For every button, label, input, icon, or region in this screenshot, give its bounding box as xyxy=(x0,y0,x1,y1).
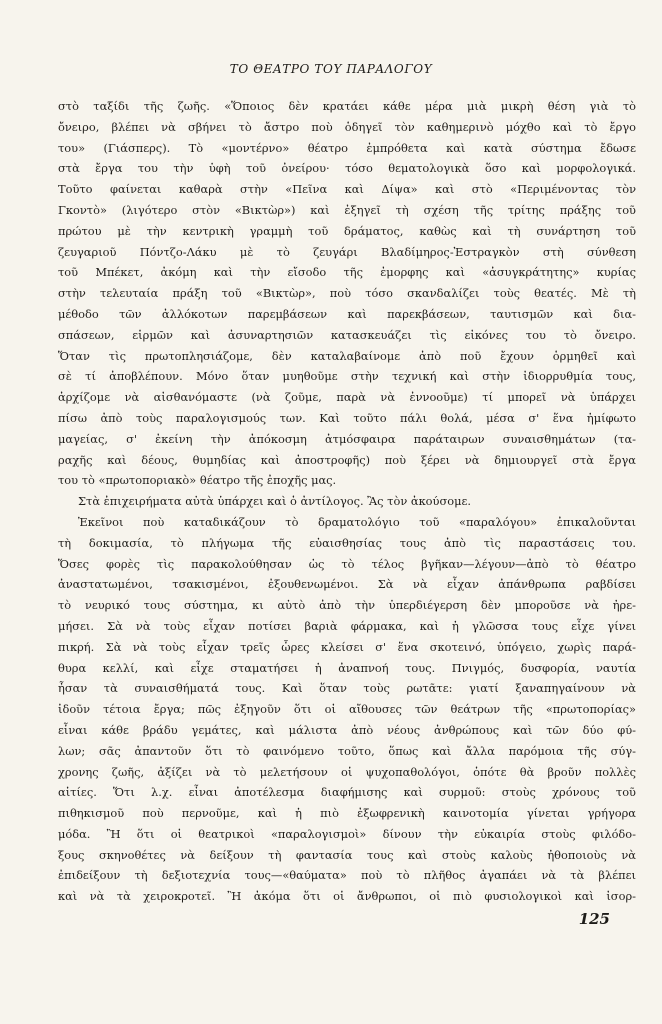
text-line: αἰτίες. Ὅτι λ.χ. εἶναι ἀποτέλεσμα διαφήμισης καὶ συρμοῦ: στοὺς χρόνους τοῦ xyxy=(58,785,636,800)
running-header: ΤΟ ΘΕΑΤΡΟ ΤΟΥ ΠΑΡΑΛΟΓΟΥ xyxy=(229,62,433,76)
text-line: στὸ ταξίδι τῆς ζωῆς. «Ὅποιος δὲν κρατάει κάθε μέρα μιὰ μικρὴ θέση γιὰ τὸ xyxy=(58,99,636,113)
text-line: Στὰ ἐπιχειρήματα αὐτὰ ὑπάρχει καὶ ὁ ἀντίλογος. Ἂς τὸν ἀκούσομε. xyxy=(78,494,472,509)
text-line: στὴν τελευταία πράξη τοῦ «Βικτὼρ», ποὺ τόσο σκανδαλίζει τοὺς θεατές. Μὲ τὴ xyxy=(58,286,636,301)
text-line: λων; σᾶς ἀπαντοῦν ὅτι τὸ φαινόμενο τοῦτο, ὅπως καὶ ἄλλα παρόμοια τῆς σύγ- xyxy=(58,743,636,758)
body-text xyxy=(58,96,636,907)
text-line: μέθοδο τῶν ἀλλόκοτων παρεμβάσεων καὶ παρεκβάσεων, ταυτισμῶν καὶ δια- xyxy=(58,306,636,321)
text-line: πιθηκισμοῦ ποὺ περνοῦμε, καὶ ἡ πιὸ ἐξωφρενικὴ καινοτομία γίνεται γρήγορα xyxy=(58,806,636,821)
text-line: μόδα. Ἢ ὅτι οἱ θεατρικοὶ «παραλογισμοὶ» δίνουν τὴν εὐκαιρία στοὺς φιλόδο- xyxy=(58,826,636,841)
text-line: μήσει. Σὰ νὰ τοὺς εἶχαν ποτίσει βαριὰ φάρμακα, καὶ ἡ γλῶσσα τους εἶχε γίνει xyxy=(58,618,636,633)
text-line: πίσω ἀπὸ τοὺς παραλογισμούς των. Καὶ τοῦτο πάλι θολά, μέσα σ' ἕνα ἡμίφωτο xyxy=(58,410,636,425)
text-line: Τοῦτο φαίνεται καθαρὰ στὴν «Πεῖνα καὶ Δίψα» καὶ στὸ «Περιμένοντας τὸν xyxy=(58,182,636,197)
text-line: σὲ τί ἀποβλέπουν. Μόνο ὅταν μυηθοῦμε στὴν τεχνική καὶ στὴν ἰδιορρυθμία τους, xyxy=(58,369,636,384)
text-line: εἶναι κάθε βράδυ γεμάτες, καὶ μάλιστα ἀπὸ νέους ἀνθρώπους καὶ τῶν δύο φύ- xyxy=(58,722,636,737)
text-line: στὰ ἔργα του τὴν ὑφὴ τοῦ ὀνείρου· τόσο θεματολογικὰ ὅσο καὶ μορφολογικά. xyxy=(58,161,636,176)
text-line: πρώτου μὲ τὴν κεντρικὴ γραμμὴ τοῦ δράματος, καθὼς καὶ τὴ συνάρτηση τοῦ xyxy=(58,223,636,238)
text-line: Ὅσες φορὲς τὶς παρακολούθησαν ὡς τὸ τέλος βγῆκαν—λέγουν—ἀπὸ τὸ θέατρο xyxy=(58,556,636,571)
text-line: Ὅταν τὶς πρωτοπλησιάζομε, δὲν καταλαβαίνομε ἀπὸ ποῦ ἔχουν ὁρμηθεῖ καὶ xyxy=(58,348,636,363)
text-line: ξους σκηνοθέτες νὰ δείξουν τὴ φαντασία τους καὶ στοὺς καλοὺς ἠθοποιοὺς νὰ xyxy=(58,847,636,862)
text-line: τὸ νευρικό τους σύστημα, κι αὐτὸ ἀπὸ τὴν ὑπερδιέγερση δὲν μποροῦσε νὰ ἠρε- xyxy=(58,598,636,613)
text-line: καὶ νὰ τὰ χειροκροτεῖ. Ἢ ἀκόμα ὅτι οἱ ἄνθρωποι, οἱ πιὸ φυσιολογικοὶ καὶ ἰσορ- xyxy=(58,889,636,904)
text-line: τὴ δοκιμασία, τὸ πλήγωμα τῆς εὐαισθησίας τους ἀπὸ τὶς παραστάσεις του. xyxy=(58,535,636,550)
text-line: του τὸ «πρωτοποριακὸ» θέατρο τῆς ἐποχῆς μας. xyxy=(58,473,337,488)
text-line: ἰδοῦν τέτοια ἔργα; πῶς ἐξηγοῦν ὅτι οἱ αἴθουσες τῶν θεάτρων τῆς «πρωτοπορίας» xyxy=(58,702,636,717)
text-line: ἀναστατωμένοι, τσακισμένοι, ἐξουθενωμένοι. Σὰ νὰ εἶχαν ἀπάνθρωπα ραβδίσει xyxy=(58,577,636,592)
text-line: ἐπιδείξουν τὴ δεξιοτεχνία τους—«θαύματα» ποὺ τὸ πλῆθος ἀγαπάει νὰ τὰ βλέπει xyxy=(58,868,636,883)
text-line: ἀρχίζομε νὰ αἰσθανόμαστε (νὰ ζοῦμε, παρὰ νὰ ἐννοοῦμε) τί μπορεῖ νὰ ὑπάρχει xyxy=(58,390,636,405)
text-line: ἦσαν τὰ συναισθήματά τους. Καὶ ὅταν τοὺς ρωτᾶτε: γιατί ξαναπηγαίνουν νὰ xyxy=(58,681,636,696)
text-line: μαγείας, σ' ἐκείνη τὴν ἀπόκοσμη ἀτμόσφαιρα παράταιρων συναισθημάτων (τα- xyxy=(58,431,636,446)
text-line: του» (Γιάσπερς). Τὸ «μοντέρνο» θέατρο ἐμπρόθετα καὶ κατὰ σύστημα ἔδωσε xyxy=(58,140,636,155)
text-line: ζευγαριοῦ Πόντζο-Λάκυ μὲ τὸ ζευγάρι Βλαδίμηρος-Ἐστραγκὸν στὴ σύνθεση xyxy=(58,244,636,259)
text-line: ὄνειρο, βλέπει νὰ σβήνει τὸ ἄστρο ποὺ ὁδηγεῖ τὸν καθημερινὸ μόχθο καὶ τὸ ἔργο xyxy=(58,119,636,134)
page-number: 125 xyxy=(578,910,610,928)
text-line: χρονης ζωῆς, ἀξίζει νὰ τὸ μελετήσουν οἱ ψυχοπαθολόγοι, ὁπότε θὰ βροῦν πολλὲς xyxy=(58,764,636,779)
text-line: τοῦ Μπέκετ, ἀκόμη καὶ τὴν εἴσοδο τῆς ἐμορφης καὶ «ἀσυγκράτητης» κυρίας xyxy=(58,265,636,280)
text-line: Ἐκεῖνοι ποὺ καταδικάζουν τὸ δραματολόγιο τοῦ «παραλόγου» ἐπικαλοῦνται xyxy=(78,514,636,529)
text-line: Γκοντὸ» (λιγότερο στὸν «Βικτὼρ») καὶ ἐξηγεῖ τὴ σχέση τῆς τρίτης πράξης τοῦ xyxy=(58,202,636,217)
text-line: θυρα κελλί, καὶ εἶχε σταματήσει ἡ ἀναπνοή τους. Πνιγμός, δυσφορία, ναυτία xyxy=(58,660,636,675)
text-line: ραχῆς καὶ δέους, θυμηδίας καὶ ἀποστροφῆς) ποὺ ξέρει νὰ δημιουργεῖ στὰ ἔργα xyxy=(58,452,636,467)
text-line: σπάσεων, εἱρμῶν καὶ ἀσυναρτησιῶν κατασκευάζει τὶς εἰκόνες του τὸ ὄνειρο. xyxy=(58,327,636,342)
text-line: πικρή. Σὰ νὰ τοὺς εἶχαν τρεῖς ὧρες κλείσει σ' ἕνα σκοτεινό, ὑπόγειο, χωρὶς παρά- xyxy=(58,639,636,654)
